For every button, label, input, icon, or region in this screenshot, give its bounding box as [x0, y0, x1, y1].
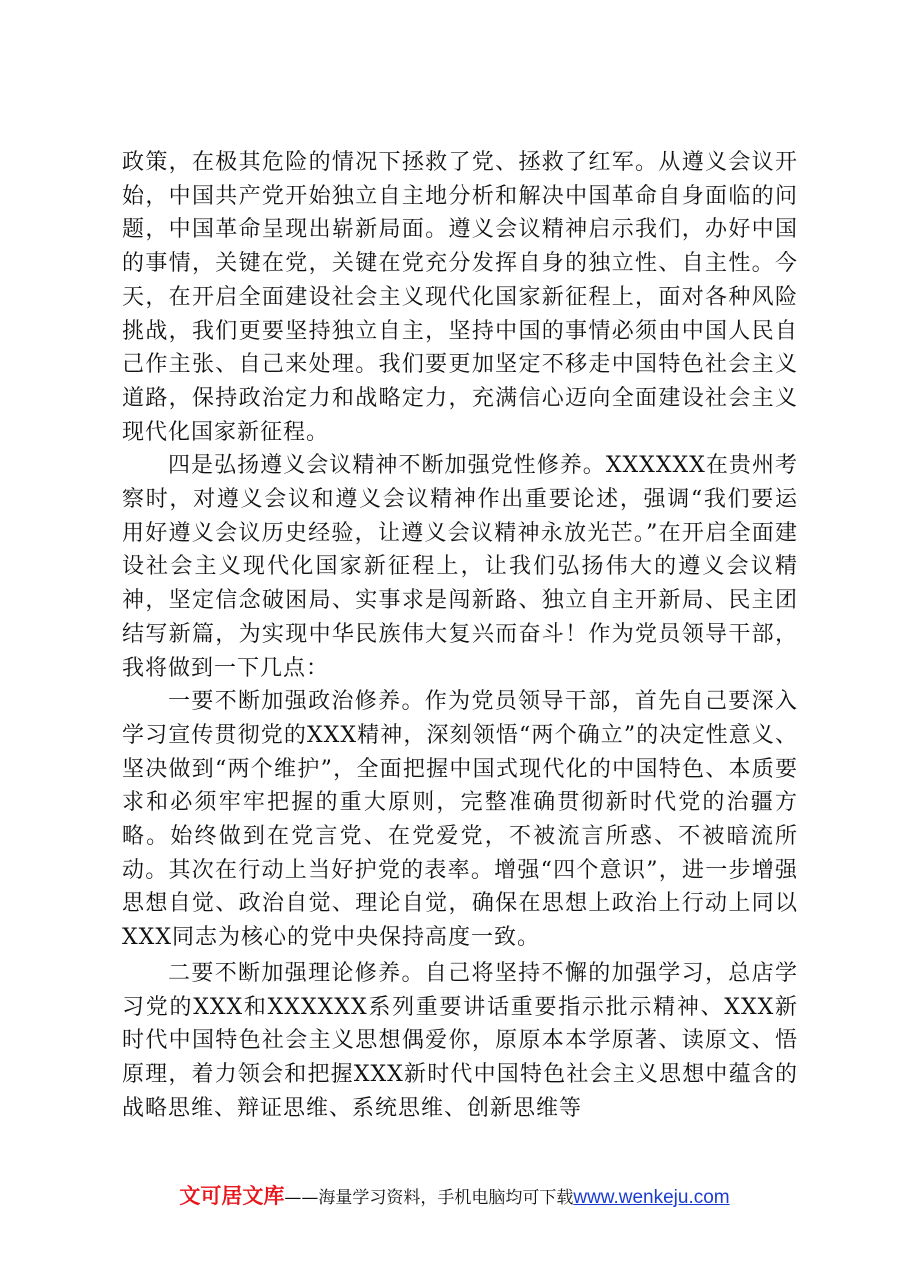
paragraph-point-four: 四是弘扬遵义会议精神不断加强党性修养。XXXXXX在贵州考察时，对遵义会议和遵义会议精神作出重要论述，强调“我们要运用好遵义会议历史经验，让遵义会议精神永放光芒。”在开启全面建设社会主义现代化国家新征程上，让我们弘扬伟大的遵义会议精神，坚定信念破困局、实事求是闯新路、独立自主开新局、民主团结写新篇，为实现中华民族伟大复兴而奋斗！作为党员领导干部，我将做到一下几点：	[122, 453, 798, 681]
footer-brand: 文可居文库	[179, 1184, 285, 1208]
paragraph-political-cultivation: 一要不断加强政治修养。作为党员领导干部，首先自己要深入学习宣传贯彻党的XXX精神，深刻领悟“两个确立”的决定性意义、坚决做到“两个维护”，全面把握中国式现代化的中国特色、本质要求和必须牢牢把握的重大原则，完整准确贯彻新时代党的治疆方略。始终做到在党言党、在党爱党，不被流言所惑、不被暗流所动。其次在行动上当好护党的表率。增强“四个意识”，进一步增强思想自觉、政治自觉、理论自觉，确保在思想上政治上行动上同以XXX同志为核心的党中央保持高度一致。	[122, 689, 798, 951]
footer-site-link[interactable]: www.wenkeju.com	[573, 1187, 730, 1208]
footer-banner	[0, 1180, 909, 1210]
paragraph-continuation: 政策，在极其危险的情况下拯救了党、拯救了红军。从遵义会议开始，中国共产党开始独立自主地分析和解决中国革命自身面临的问题，中国革命呈现出崭新局面。遵义会议精神启示我们，办好中国的事情，关键在党，关键在党充分发挥自身的独立性、自主性。今天，在开启全面建设社会主义现代化国家新征程上，面对各种风险挑战，我们更要坚持独立自主，坚持中国的事情必须由中国人民自己作主张、自己来处理。我们要更加坚定不移走中国特色社会主义道路，保持政治定力和战略定力，充满信心迈向全面建设社会主义现代化国家新征程。	[122, 150, 798, 445]
paragraph-theoretical-cultivation: 二要不断加强理论修养。自己将坚持不懈的加强学习，总店学习党的XXX和XXXXXX系列重要讲话重要指示批示精神、XXX新时代中国特色社会主义思想偶爱你，原原本本学原著、读原文、悟原理，着力领会和把握XXX新时代中国特色社会主义思想中蕴含的战略思维、辩证思维、系统思维、创新思维等	[122, 960, 798, 1121]
footer-tagline: 海量学习资料，手机电脑均可下载	[318, 1188, 574, 1208]
document-body	[122, 146, 798, 1125]
footer-dash: ——	[284, 1188, 319, 1208]
